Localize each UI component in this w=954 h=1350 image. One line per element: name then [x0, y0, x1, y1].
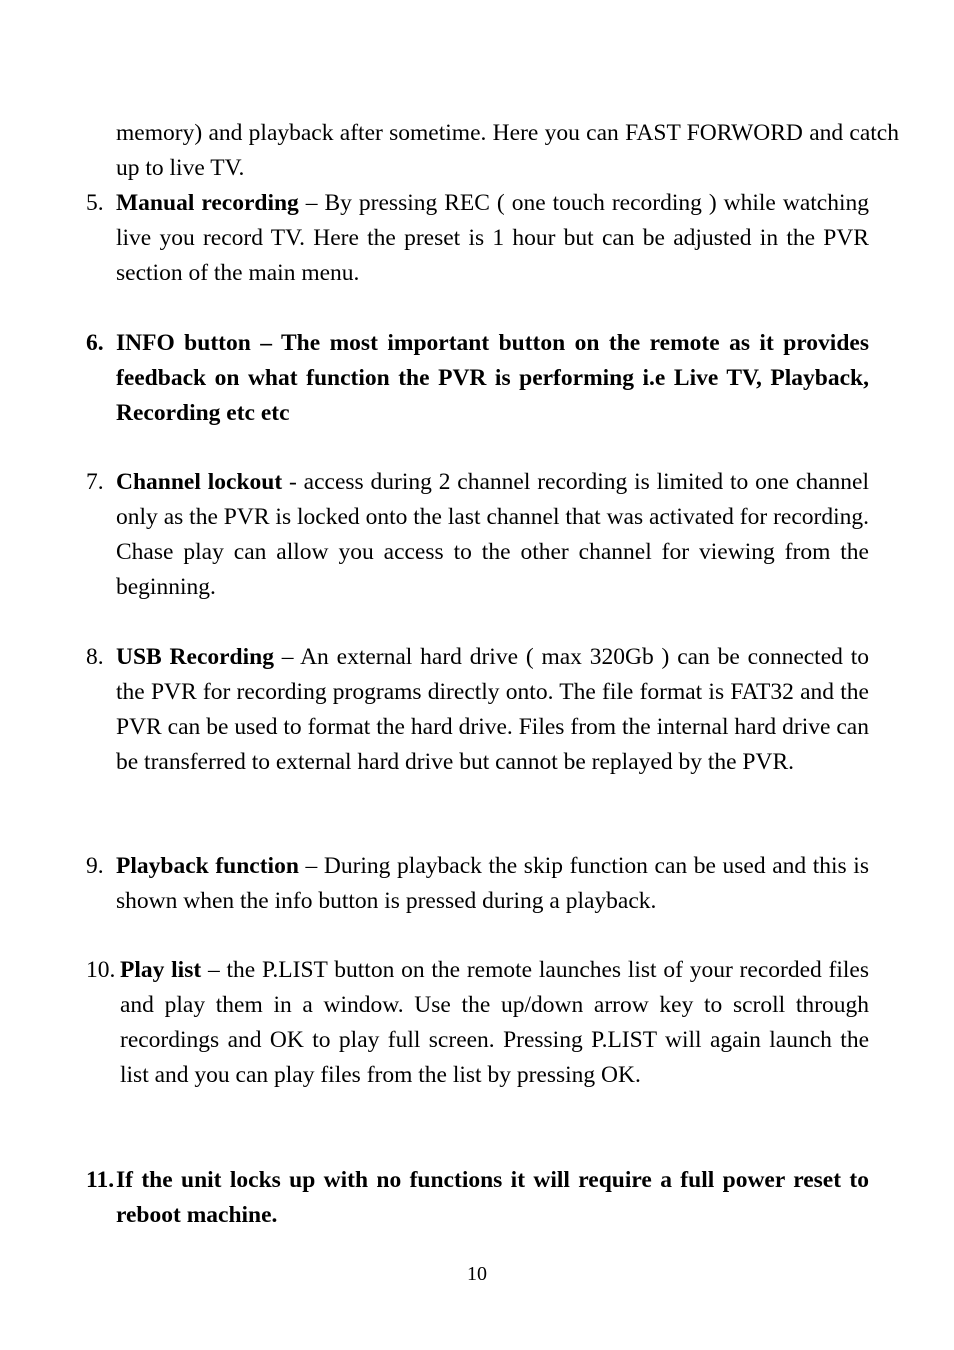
item-body	[116, 1163, 869, 1233]
list-item-5	[86, 186, 869, 291]
item-text: - access during 2 channel recording is limited to one channel only as the PVR is locked onto the last channel that was activated for recording. Chase play can allow you access to the other channel for viewing from the beginning.	[116, 469, 869, 600]
item-term: Play list	[120, 957, 202, 983]
item-term: If the unit locks up with no functions it will require a full power reset to reboot machine.	[116, 1167, 869, 1228]
item-body	[120, 953, 869, 1093]
list-item-9	[86, 849, 869, 919]
item-body	[116, 326, 869, 431]
item-text: – By pressing REC ( one touch recording ) while watching live you record TV. Here the preset is 1 hour but can be adjusted in the PVR section of the main menu.	[116, 190, 869, 286]
item-text: – The most important button on the remote as it provides feedback on what function the PVR is performing i.e Live TV, Playback, Recording etc etc	[116, 330, 869, 426]
item-text: – During playback the skip function can be used and this is shown when the info button is pressed during a playback.	[116, 853, 869, 914]
item-body	[116, 640, 869, 780]
item-number: 11.	[86, 1167, 115, 1193]
list-item-8	[86, 640, 869, 780]
page-number: 10	[467, 1263, 487, 1285]
item-number: 6.	[86, 330, 104, 356]
item-body	[116, 186, 869, 291]
item-number: 7.	[86, 469, 104, 495]
item-term: Channel lockout	[116, 469, 283, 495]
list-item-11	[86, 1163, 869, 1233]
item-number: 10.	[86, 957, 116, 983]
list-item-6	[86, 326, 869, 431]
item-term: USB Recording	[116, 644, 274, 670]
list-item-10	[86, 953, 869, 1093]
item-number: 9.	[86, 853, 104, 879]
item-term: Playback function	[116, 853, 299, 879]
item-text: – An external hard drive ( max 320Gb ) can be connected to the PVR for recording programs directly onto. The file format is FAT32 and the PVR can be used to format the hard drive. Files from the internal hard drive can be transferred to external hard drive but cannot be replayed by the PVR.	[116, 644, 869, 775]
item-body	[116, 465, 869, 605]
item-term: Manual recording	[116, 190, 299, 216]
continued-paragraph	[86, 116, 899, 186]
item-text: – the P.LIST button on the remote launches list of your recorded files and play them in a window. Use the up/down arrow key to scroll through recordings and OK to play full screen. Pressing P.LIST will again launch the list and you can play files from the list by pressing OK.	[120, 957, 869, 1088]
item-number: 5.	[86, 190, 104, 216]
continued-text: memory) and playback after sometime. Here you can FAST FORWORD and catch up to live TV.	[116, 120, 899, 181]
item-body	[116, 849, 869, 919]
list-item-7	[86, 465, 869, 605]
item-term: INFO button	[116, 330, 251, 356]
item-number: 8.	[86, 644, 104, 670]
